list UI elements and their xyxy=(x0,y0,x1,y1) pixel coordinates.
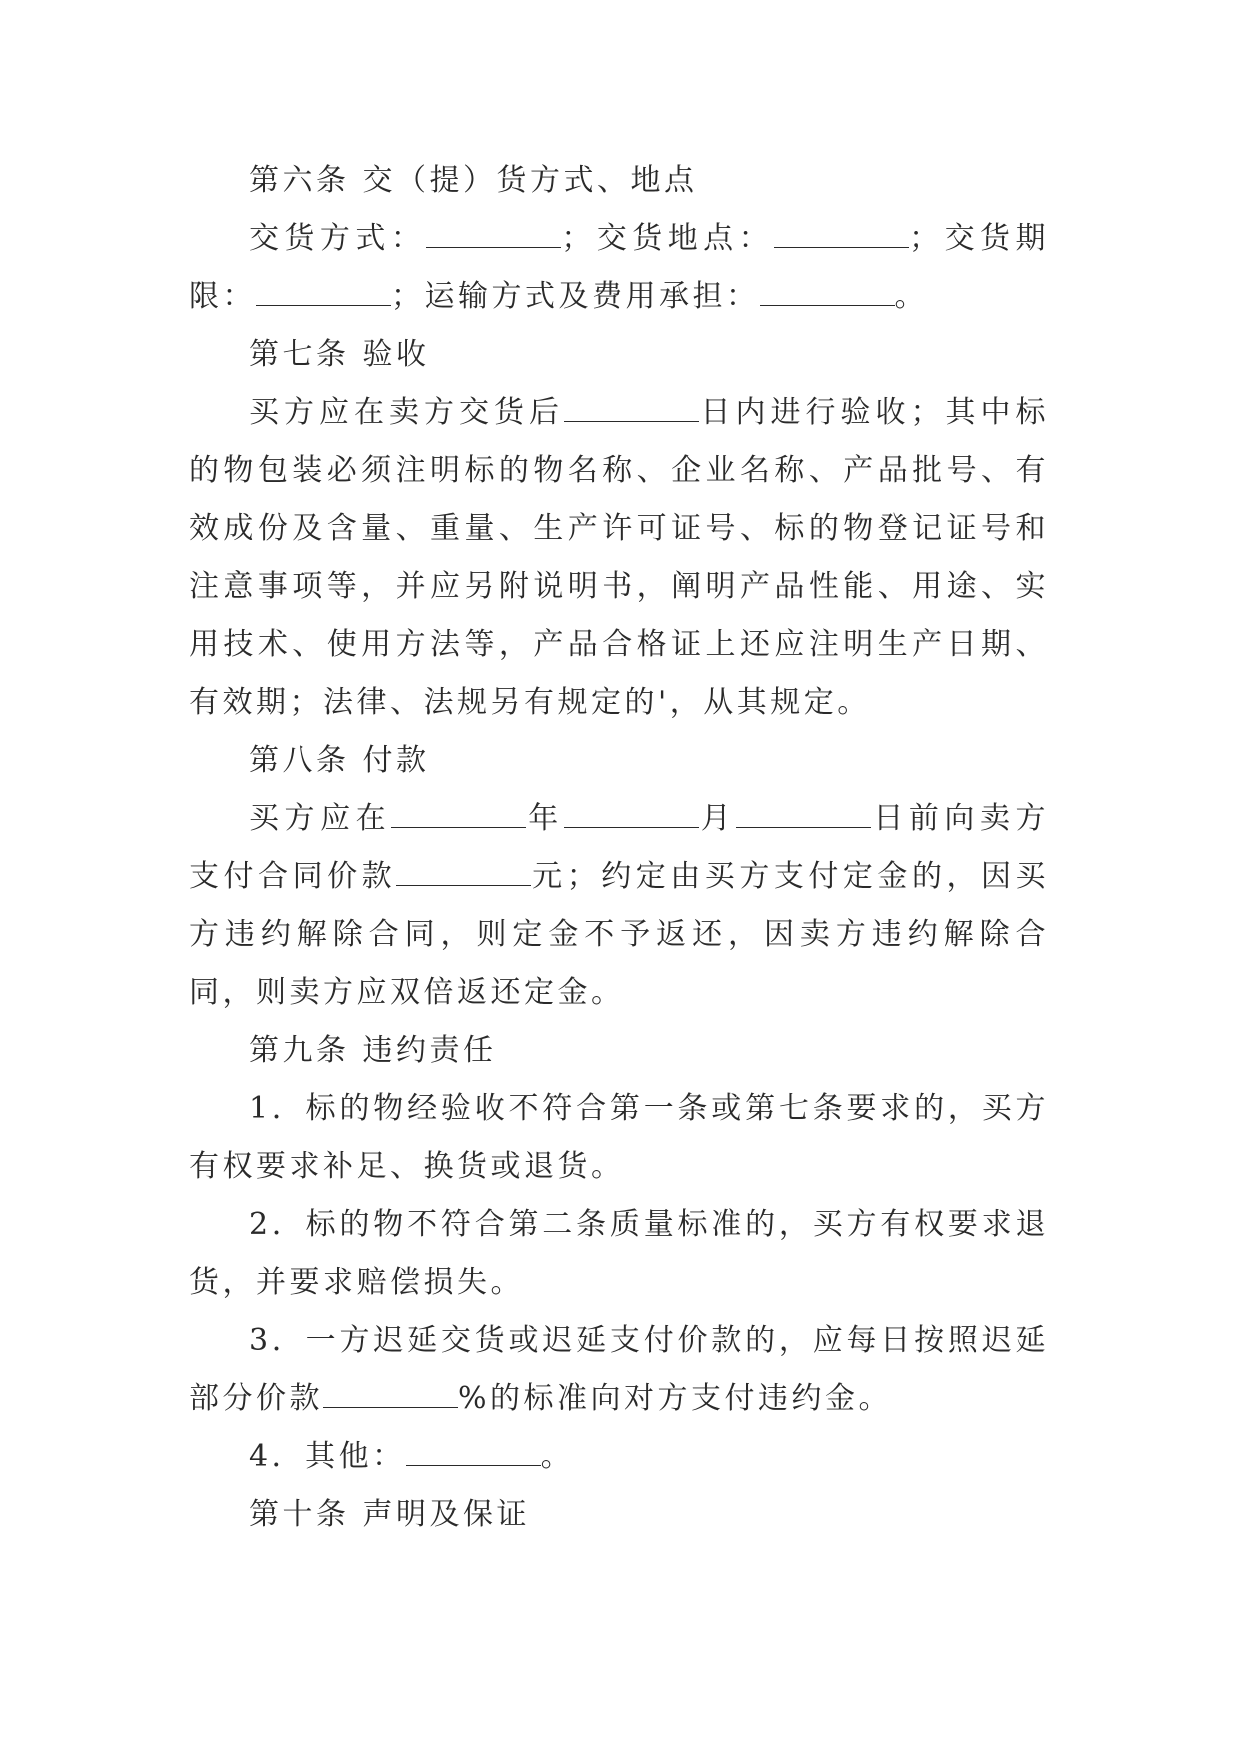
liability-item-3-end: %的标准向对方支付违约金。 xyxy=(458,1381,893,1416)
article-9-heading: 第九条 违约责任 xyxy=(249,1033,497,1068)
payment-day-blank xyxy=(736,801,871,828)
inspection-body: 日内进行验收；其中标的物包装必须注明标的物名称、企业名称、产品批号、有效成份及含量、重量、生产许可证号、标的物登记证号和注意事项等，并应另附说明书，阐明产品性能、用途、实用技术、使用方法等，产品合格证上还应注明生产日期、有效期；法律、法规另有规定的'，从其规定。 xyxy=(189,395,1049,720)
month-label: 月 xyxy=(698,801,737,836)
liability-item-1: 1．标的物经验收不符合第一条或第七条要求的，买方有权要求补足、换货或退货。 xyxy=(189,1091,1049,1184)
article-7-heading: 第七条 验收 xyxy=(249,337,430,372)
liability-item-4 xyxy=(189,1428,1049,1486)
article-6-end: 。 xyxy=(894,279,928,314)
payment-intro: 买方应在 xyxy=(249,801,392,836)
transport-label: ；运输方式及费用承担： xyxy=(391,279,760,314)
liability-item-3-text: 3．一方迟延交货或迟延支付价款的，应每日按照迟延部分价款 xyxy=(189,1323,1049,1416)
document-page xyxy=(189,152,1049,1544)
liability-item-2: 2．标的物不符合第二条质量标准的，买方有权要求退货，并要求赔偿损失。 xyxy=(189,1207,1049,1300)
delivery-method-label: 交货方式： xyxy=(249,221,427,256)
article-7-paragraph xyxy=(189,384,1049,732)
year-label: 年 xyxy=(526,801,564,836)
article-10-heading: 第十条 声明及保证 xyxy=(249,1497,531,1532)
penalty-percent-blank xyxy=(323,1381,458,1408)
article-6-paragraph xyxy=(189,210,1049,326)
article-8-paragraph xyxy=(189,790,1049,1022)
payment-amount-blank xyxy=(396,859,531,886)
inspection-days-blank xyxy=(564,395,699,422)
article-8-heading: 第八条 付款 xyxy=(249,743,430,778)
payment-amount-label: 日前向卖方支付合同价款 xyxy=(189,801,1050,894)
inspection-intro: 买方应在卖方交货后 xyxy=(249,395,564,430)
liability-item-4-end: 。 xyxy=(540,1439,575,1474)
other-blank xyxy=(406,1439,541,1466)
delivery-deadline-label: ；交货期限： xyxy=(189,221,1050,314)
payment-month-blank xyxy=(564,801,699,828)
delivery-deadline-blank xyxy=(256,279,391,306)
delivery-location-label: ；交货地点： xyxy=(561,221,775,256)
liability-item-3 xyxy=(189,1312,1049,1428)
payment-body: 元；约定由买方支付定金的，因买方违约解除合同，则定金不予返还，因卖方违约解除合同，则卖方应双倍返还定金。 xyxy=(189,859,1050,1010)
liability-item-4-label: 4．其他： xyxy=(249,1439,406,1474)
payment-year-blank xyxy=(391,801,526,828)
transport-blank xyxy=(760,279,895,306)
delivery-location-blank xyxy=(774,221,909,248)
delivery-method-blank xyxy=(426,221,561,248)
article-6-heading: 第六条 交（提）货方式、地点 xyxy=(249,163,698,198)
